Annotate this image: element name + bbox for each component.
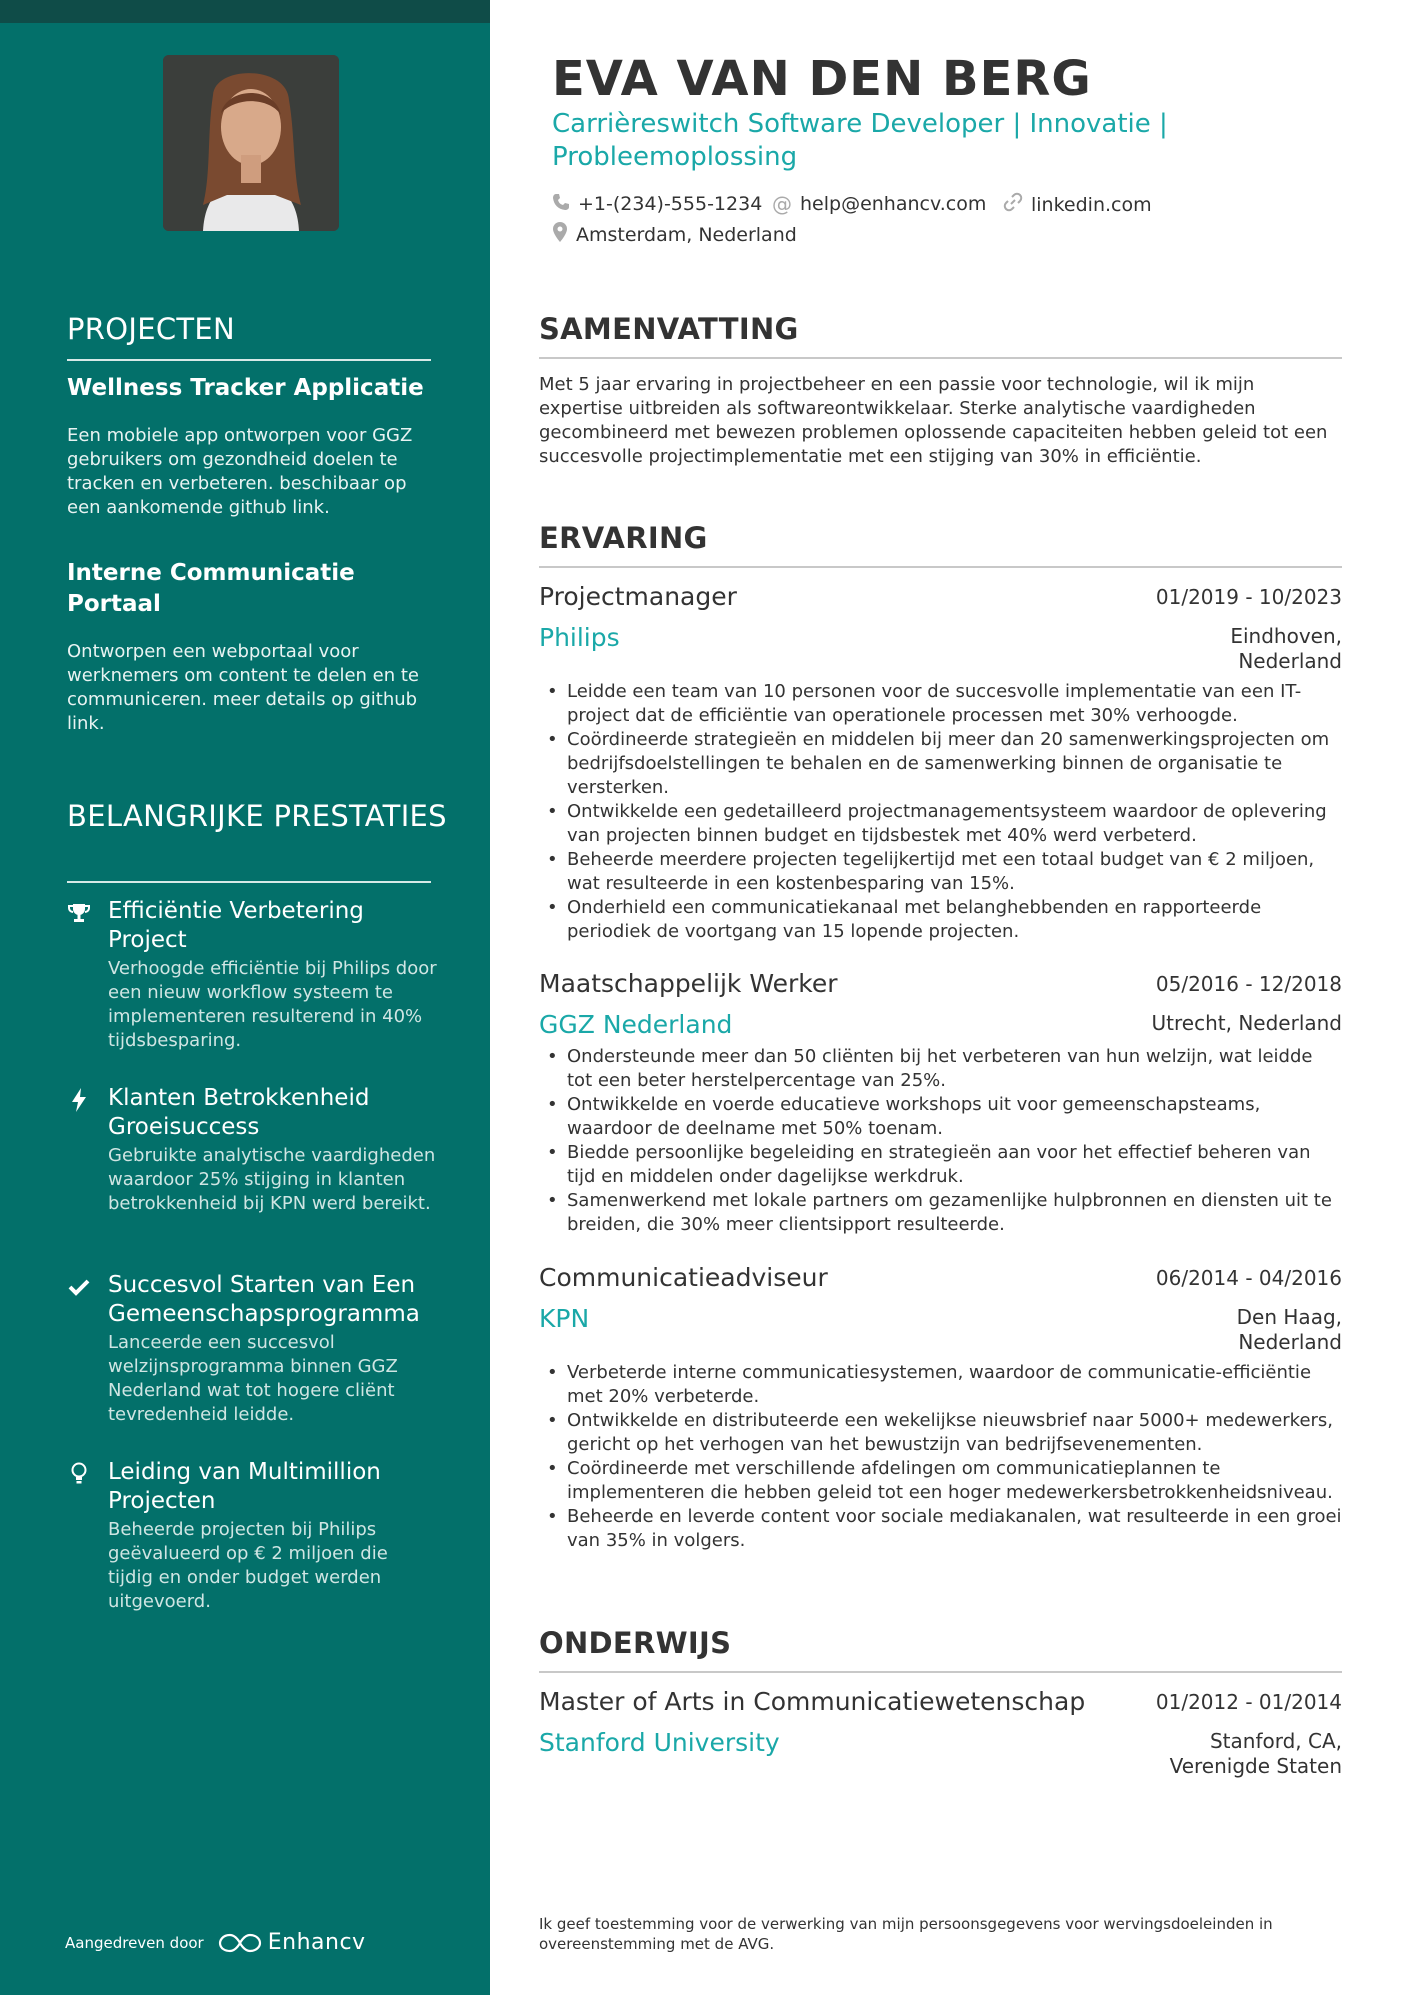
phone-number: +1-(234)-555-1234 — [578, 193, 763, 215]
powered-by-label: Aangedreven door — [65, 1933, 204, 1952]
job-location: Eindhoven, Nederland — [1230, 624, 1342, 673]
achievement-description: Lanceerde een succesvol welzijnsprogramma binnen GGZ Nederland wat tot hogere cliënt tevredenheid leidde. — [108, 1332, 398, 1425]
job-bullet: • Ontwikkelde een gedetailleerd projectmanagementsysteem waardoor de oplevering van projecten binnen budget en tijdsbestek met 40% werd verbeterd. — [539, 800, 1342, 848]
checkmark-icon — [67, 1275, 91, 1299]
achievement-description: Verhoogde efficiëntie bij Philips door een nieuw workflow systeem te implementeren resulterend in 40% tijdsbesparing. — [108, 958, 437, 1051]
sidebar — [0, 0, 490, 1995]
job-bullet: • Ontwikkelde en distributeerde een wekelijkse nieuwsbrief naar 5000+ medewerkers, gericht op het verhogen van het bewustzijn van bedrijfsevenementen. — [539, 1409, 1342, 1457]
gdpr-consent: Ik geef toestemming voor de verwerking van mijn persoonsgegevens voor wervingsdoeleinden in overeenstemming met de AVG. — [539, 1915, 1273, 1953]
linkedin-url: linkedin.com — [1031, 193, 1152, 216]
achievement-description: Beheerde projecten bij Philips geëvalueerd op € 2 miljoen die tijdig en onder budget werden uitgevoerd. — [108, 1519, 388, 1612]
linkedin-contact[interactable] — [1003, 192, 1152, 217]
job-bullets — [539, 1361, 1342, 1553]
achievement-item — [67, 1458, 437, 1614]
summary-section-title: SAMENVATTING — [539, 312, 799, 346]
enhancv-brand: Enhancv — [267, 1930, 366, 1955]
summary-text: Met 5 jaar ervaring in projectbeheer en een passie voor technologie, wil ik mijn expertise uitbreiden als softwareontwikkelaar. Sterke analytische vaardigheden gecombineerd met bewezen problemen oplossende capaciteiten hebben geleid tot een succesvolle projectimplementatie met een stijging van 30% in efficiëntie. — [539, 374, 1328, 467]
job-title: Communicatieadviseur — [539, 1263, 828, 1292]
enhancv-logo[interactable] — [218, 1930, 366, 1955]
education-dates: 01/2012 - 01/2014 — [1155, 1690, 1342, 1714]
achievement-item — [67, 1084, 437, 1216]
job-bullet: • Biedde persoonlijke begeleiding en strategieën aan voor het effectief beheren van tijd en middelen onder dagelijkse werkdruk. — [539, 1141, 1342, 1189]
job-dates: 05/2016 - 12/2018 — [1155, 972, 1342, 996]
lightning-icon — [67, 1088, 91, 1112]
job-location: Den Haag, Nederland — [1236, 1305, 1342, 1354]
candidate-headline: Carrièreswitch Software Developer | Innovatie | Probleemoplossing — [552, 109, 1168, 172]
project-item — [67, 558, 437, 736]
project-item — [67, 373, 437, 520]
achievement-item — [67, 1271, 437, 1427]
job-bullets — [539, 1045, 1342, 1237]
at-sign-icon: @ — [772, 192, 792, 216]
sidebar-top-bar — [0, 0, 490, 23]
job-bullet: • Coördineerde met verschillende afdelingen om communicatieplannen te implementeren die hebben geleid tot een hoger medewerkersbetrokkenheidsniveau. — [539, 1457, 1342, 1505]
education-divider — [539, 1671, 1342, 1673]
candidate-name: EVA VAN DEN BERG — [552, 51, 1092, 107]
project-title: Interne Communicatie Portaal — [67, 560, 355, 617]
achievements-section-title: BELANGRIJKE PRESTATIES — [67, 799, 447, 833]
link-icon — [1003, 192, 1023, 217]
achievements-divider — [67, 881, 431, 883]
profile-photo — [163, 55, 339, 231]
job-bullet: • Verbeterde interne communicatiesystemen, waardoor de communicatie-efficiëntie met 20% verbeterde. — [539, 1361, 1342, 1409]
location-pin-icon — [552, 222, 568, 247]
degree-title: Master of Arts in Communicatiewetenschap — [539, 1687, 1086, 1716]
project-title: Wellness Tracker Applicatie — [67, 375, 424, 401]
phone-contact[interactable] — [552, 192, 762, 216]
projects-section-title: PROJECTEN — [67, 312, 236, 346]
experience-divider — [539, 566, 1342, 568]
achievement-title: Leiding van Multimillion Projecten — [108, 1459, 381, 1514]
enhancv-logo-icon — [218, 1931, 262, 1955]
lightbulb-icon — [67, 1462, 91, 1486]
job-company: KPN — [539, 1304, 590, 1333]
location-contact — [552, 222, 797, 247]
projects-divider — [67, 359, 431, 361]
achievement-title: Klanten Betrokkenheid Groeisuccess — [108, 1085, 370, 1140]
job-bullet: • Beheerde meerdere projecten tegelijkertijd met een totaal budget van € 2 miljoen, wat resulteerde in een kostenbesparing van 15%. — [539, 848, 1342, 896]
job-bullets — [539, 680, 1342, 944]
achievement-title: Succesvol Starten van Een Gemeenschapsprogramma — [108, 1272, 420, 1327]
email-address: help@enhancv.com — [800, 193, 987, 215]
experience-section-title: ERVARING — [539, 521, 708, 555]
email-contact[interactable] — [772, 192, 986, 216]
project-description: Ontworpen een webportaal voor werknemers om content te delen en te communiceren. meer details op github link. — [67, 641, 420, 734]
job-bullet: • Leidde een team van 10 personen voor de succesvolle implementatie van een IT-project dat de efficiëntie van operationele processen met 30% verhoogde. — [539, 680, 1342, 728]
job-bullet: • Onderhield een communicatiekanaal met belanghebbenden en rapporteerde periodiek de voortgang van 15 lopende projecten. — [539, 896, 1342, 944]
summary-divider — [539, 357, 1342, 359]
job-title: Maatschappelijk Werker — [539, 969, 838, 998]
location-text: Amsterdam, Nederland — [576, 223, 797, 246]
school-name: Stanford University — [539, 1728, 780, 1757]
education-section-title: ONDERWIJS — [539, 1626, 732, 1660]
achievement-title: Efficiëntie Verbetering Project — [108, 898, 364, 953]
job-bullet: • Samenwerkend met lokale partners om gezamenlijke hulpbronnen en diensten uit te breiden, die 30% meer clientsipport resulteerde. — [539, 1189, 1342, 1237]
job-location: Utrecht, Nederland — [1151, 1011, 1342, 1035]
job-bullet: • Beheerde en leverde content voor sociale mediakanalen, wat resulteerde in een groei van 35% in volgers. — [539, 1505, 1342, 1553]
job-title: Projectmanager — [539, 582, 737, 611]
job-bullet: • Coördineerde strategieën en middelen bij meer dan 20 samenwerkingsprojecten om bedrijfsdoelstellingen te behalen en de samenwerking binnen de organisatie te versterken. — [539, 728, 1342, 800]
job-bullet: • Ontwikkelde en voerde educatieve workshops uit voor gemeenschapsteams, waardoor de deelname met 50% toenam. — [539, 1093, 1342, 1141]
job-company: GGZ Nederland — [539, 1010, 733, 1039]
phone-icon — [552, 192, 570, 216]
job-company: Philips — [539, 623, 620, 652]
job-dates: 01/2019 - 10/2023 — [1155, 585, 1342, 609]
trophy-icon — [67, 901, 91, 925]
job-dates: 06/2014 - 04/2016 — [1155, 1266, 1342, 1290]
school-location: Stanford, CA, Verenigde Staten — [1169, 1729, 1342, 1778]
powered-by — [65, 1930, 366, 1955]
project-description: Een mobiele app ontworpen voor GGZ gebruikers om gezondheid doelen te tracken en verbeteren. beschibaar op een aankomende github link. — [67, 425, 413, 518]
achievement-item — [67, 897, 437, 1053]
job-bullet: • Ondersteunde meer dan 50 cliënten bij het verbeteren van hun welzijn, wat leidde tot een beter herstelpercentage van 25%. — [539, 1045, 1342, 1093]
achievement-description: Gebruikte analytische vaardigheden waardoor 25% stijging in klanten betrokkenheid bij KPN werd bereikt. — [108, 1145, 436, 1214]
